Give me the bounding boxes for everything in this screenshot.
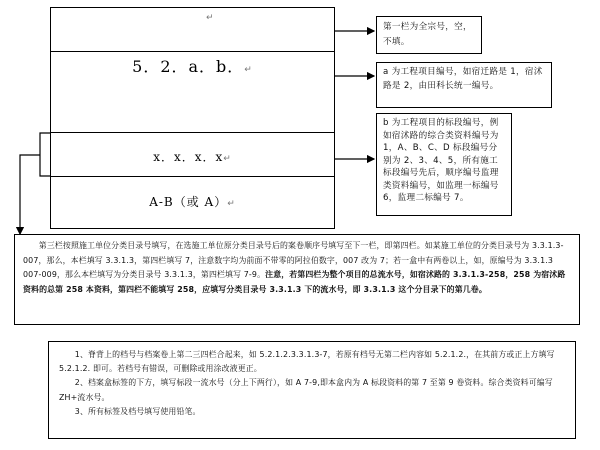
note-3-box [376, 113, 512, 216]
divider-2 [51, 132, 334, 133]
return-mark: ↵ [244, 65, 253, 75]
field-2-cell [51, 54, 334, 77]
arrow-to-main-paragraph [20, 155, 40, 234]
note-3-text: b 为工程项目的标段编号，例如宿沭路的综合类资料编号为 1，A、B、C、D 标段编号分别为 2、3、4、5，所有施工标段编号先后，顺序编号监理类资料编号，如监理一标编号 6，监理二标编号 7。 [383, 118, 499, 203]
note-1-box [376, 16, 482, 54]
bracket-left [40, 133, 50, 176]
bottom-note-1: 1、脊背上的档号与档案卷上第二三四栏合起来，如 5.2.1.2.3.3.1.3-7，若原有档号无第二栏内容如 5.2.1.2.，在其前方或正上方填写 5.2.1.2. 即可。若档号有错误，可删除或用涂改液更正。 [59, 350, 555, 374]
field-3-cell [51, 148, 334, 165]
main-paragraph-bold: 注意，若第四栏为整个项目的总流水号，如宿沭路的 3.3.1.3-258，258 为宿沭路资料的总第 258 本资料，第四栏不能填写 258，应填写分类目录号 3.3.1.3 下的流水号，即 3.3.1.3 这个分目录下的第几卷。 [23, 270, 566, 294]
field-4-value: A-B（或 A） [149, 195, 228, 209]
divider-3 [51, 176, 334, 177]
field-2-value: 5．2．a．b． [132, 57, 245, 76]
return-mark: ↵ [206, 13, 214, 23]
bottom-notes-box [48, 341, 576, 439]
bottom-note-2: 2、档案盒标签的下方，填写标段一流水号（分上下两行），如 A 7-9,即本盒内为 A 标段资料的第 7 至第 9 卷资料。综合类资料可编写 ZH+流水号。 [59, 378, 553, 402]
note-2-box [376, 62, 552, 108]
main-paragraph [23, 239, 571, 297]
field-3-value: x．x．x．x [153, 150, 224, 164]
field-4-cell [51, 193, 334, 210]
archive-label-box [50, 7, 335, 229]
note-2-text: a 为工程项目编号，如宿迁路是 1，宿沭路是 2，由田科长统一编号。 [383, 67, 543, 91]
divider-1 [51, 51, 334, 52]
note-1-text: 第一栏为全宗号，空，不填。 [383, 22, 472, 47]
return-mark: ↵ [223, 154, 232, 164]
return-mark: ↵ [227, 199, 236, 209]
bottom-note-3: 3、所有标签及档号填写使用铅笔。 [74, 406, 201, 416]
main-paragraph-normal: 第三栏按照施工单位分类目录号填写，在选施工单位原分类目录号后的案卷顺序号填写至下一栏，即第四栏。如某施工单位的分类目录号为 3.3.1.3-007，那么，本栏填写 3.3.1.3，第四栏填写 7，注意数字均为前面不带零的阿拉伯数字，007 改为 7；若一盒中有两卷以上，如，原编号为 3.3.1.3 007-009，那么本栏填写为分类目录号 3.3.1.3，第四栏填写 7-9。 [23, 241, 564, 280]
main-paragraph-box [14, 234, 580, 325]
